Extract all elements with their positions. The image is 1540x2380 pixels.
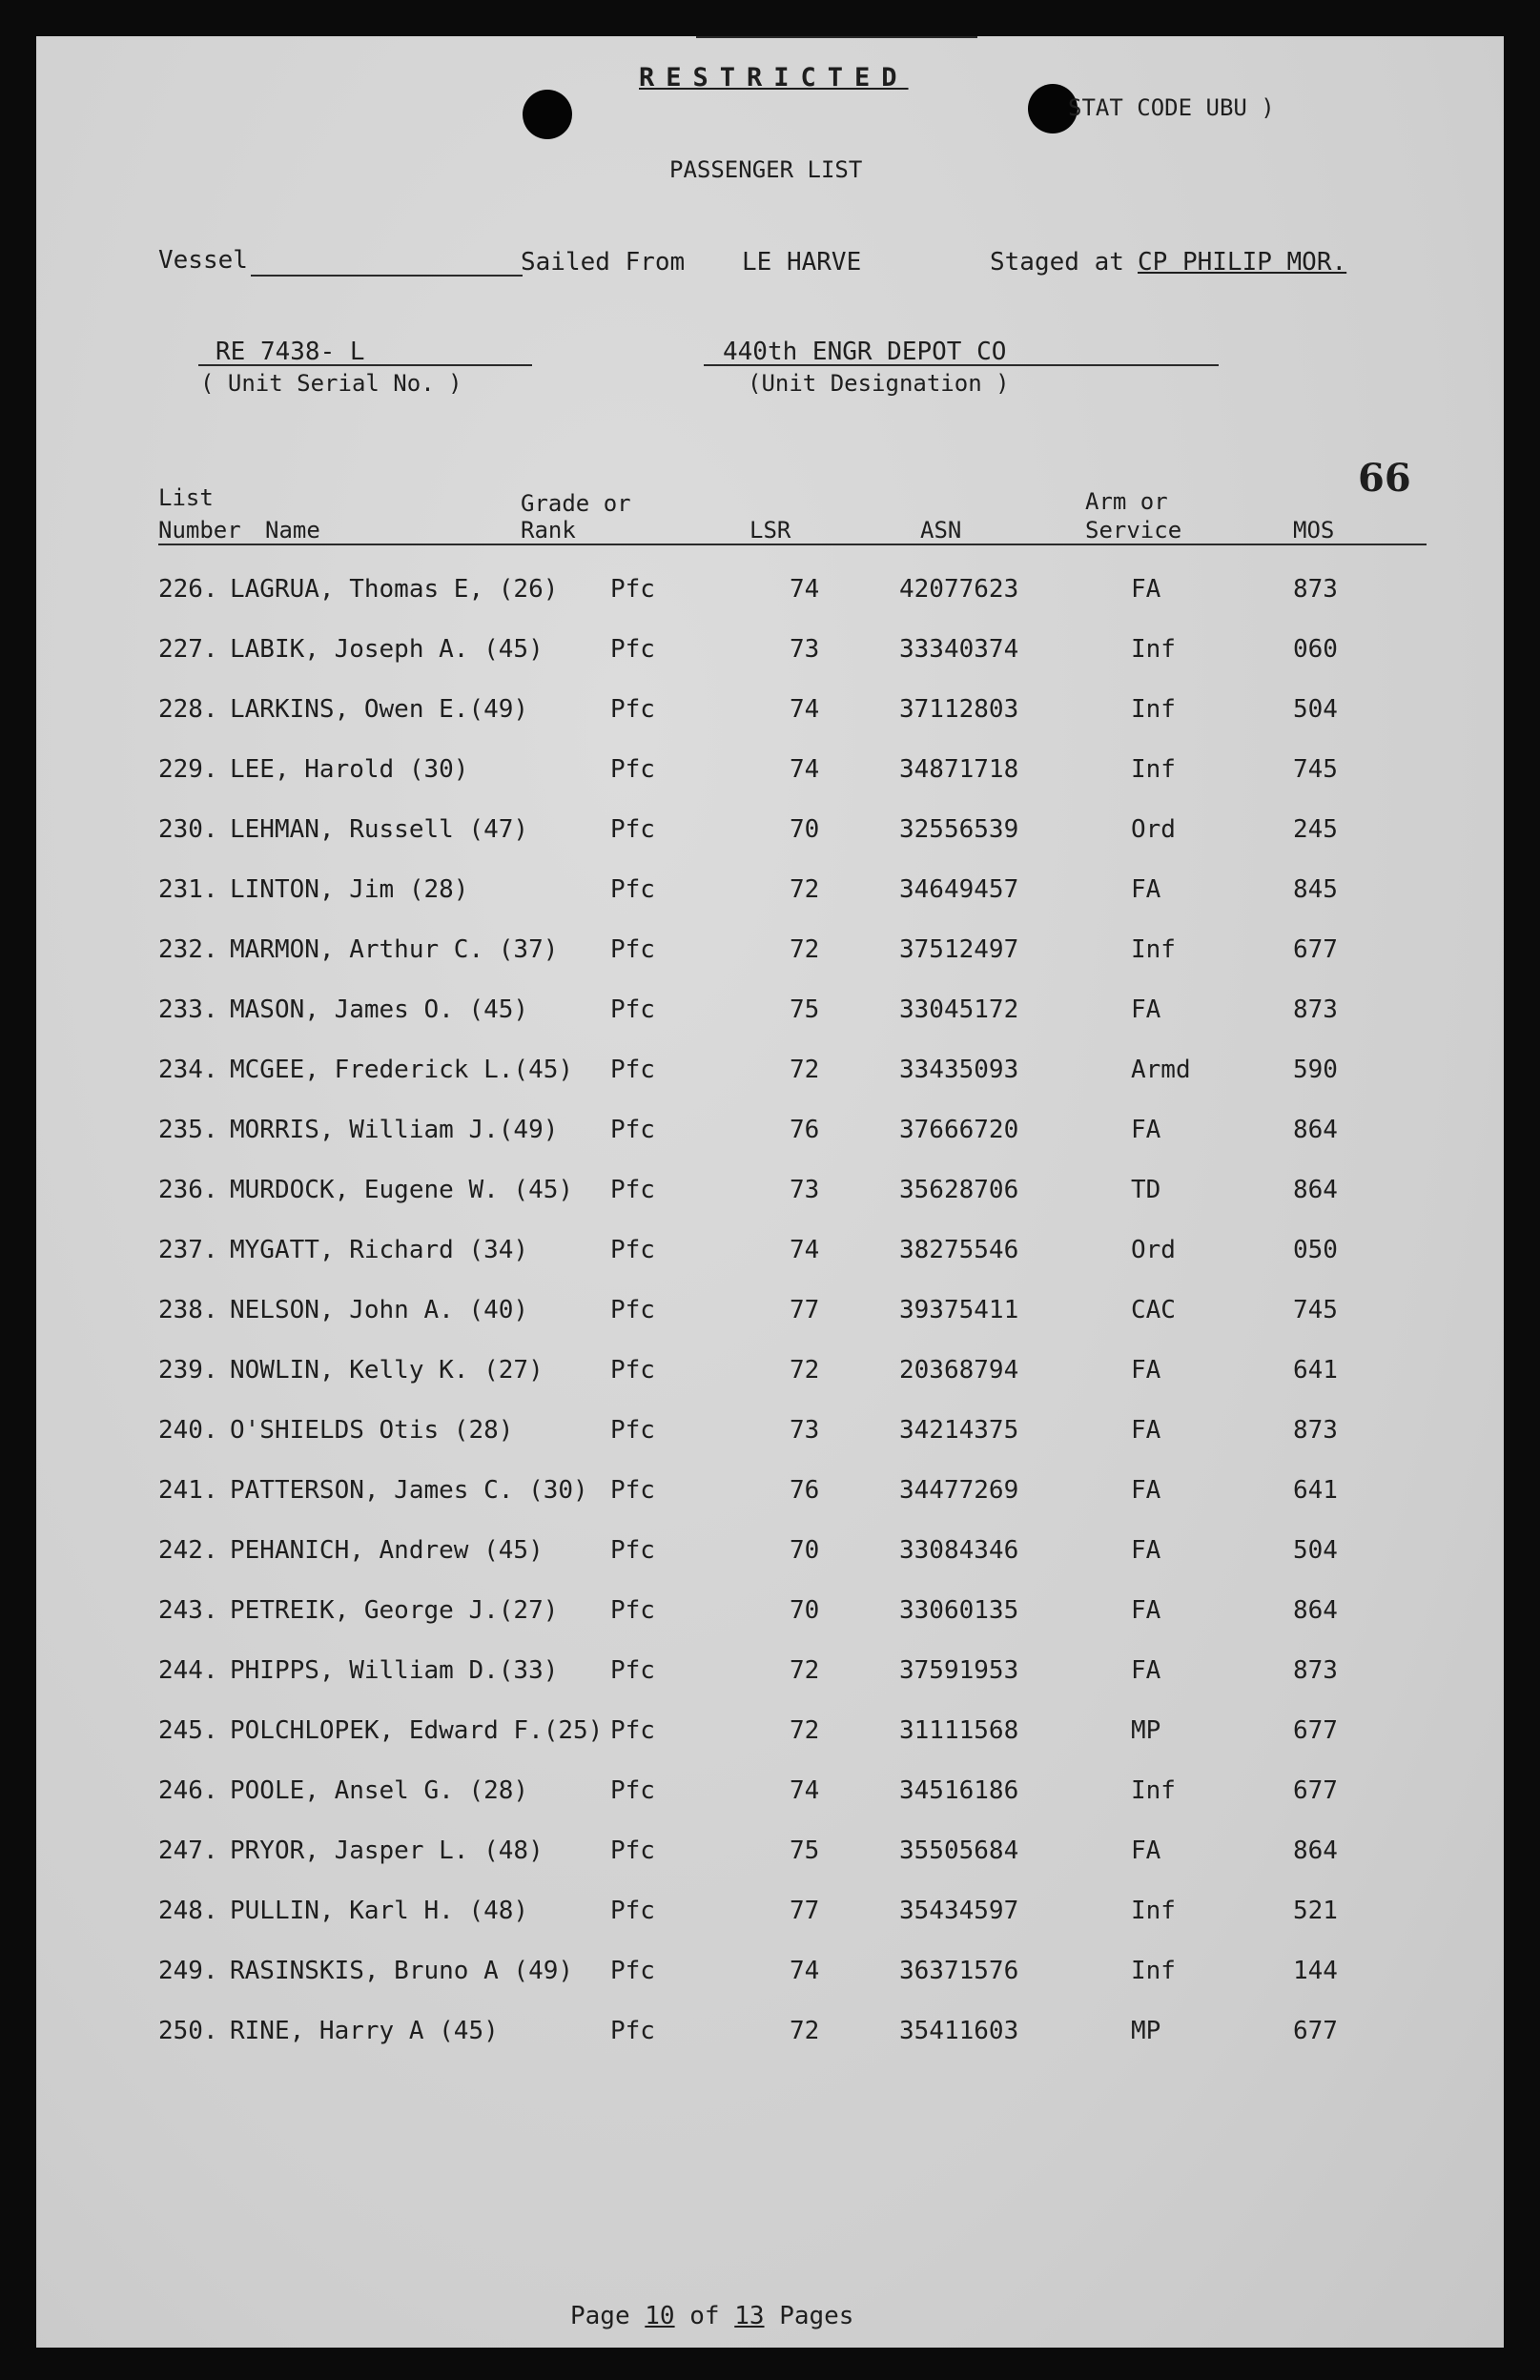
row-grade: Pfc — [610, 1716, 655, 1745]
row-name: LAGRUA, Thomas E, (26) — [230, 575, 559, 604]
header-list: List — [158, 484, 214, 511]
table-row — [36, 1056, 1504, 1094]
row-asn: 37112803 — [899, 695, 1019, 724]
table-row — [36, 1836, 1504, 1875]
header-underline — [158, 544, 1427, 545]
punch-hole — [523, 90, 572, 139]
row-mos: 873 — [1293, 995, 1338, 1024]
row-mos: 144 — [1293, 1957, 1338, 1985]
row-arm: FA — [1131, 1356, 1161, 1385]
row-lsr: 75 — [790, 1836, 820, 1865]
row-lsr: 76 — [790, 1116, 820, 1144]
unit-serial-underline — [198, 364, 532, 366]
row-number: 242. — [158, 1536, 218, 1565]
row-arm: Inf — [1131, 935, 1176, 964]
row-lsr: 70 — [790, 1536, 820, 1565]
row-grade: Pfc — [610, 1356, 655, 1385]
unit-serial-caption: ( Unit Serial No. ) — [200, 370, 462, 397]
row-grade: Pfc — [610, 1116, 655, 1144]
row-name: LABIK, Joseph A. (45) — [230, 635, 544, 664]
row-arm: Inf — [1131, 1776, 1176, 1805]
row-arm: CAC — [1131, 1296, 1176, 1324]
row-arm: Inf — [1131, 755, 1176, 784]
row-lsr: 72 — [790, 1356, 820, 1385]
row-mos: 521 — [1293, 1897, 1338, 1925]
row-asn: 33340374 — [899, 635, 1019, 664]
row-asn: 35411603 — [899, 2017, 1019, 2045]
row-name: MURDOCK, Eugene W. (45) — [230, 1176, 574, 1204]
row-number: 228. — [158, 695, 218, 724]
row-arm: MP — [1131, 1716, 1161, 1745]
row-grade: Pfc — [610, 1476, 655, 1505]
footer-page-suffix: Pages — [779, 2302, 854, 2330]
row-mos: 677 — [1293, 935, 1338, 964]
row-mos: 873 — [1293, 575, 1338, 604]
row-asn: 34871718 — [899, 755, 1019, 784]
document-page — [36, 36, 1504, 2348]
row-grade: Pfc — [610, 1296, 655, 1324]
row-arm: FA — [1131, 1656, 1161, 1685]
row-arm: FA — [1131, 1836, 1161, 1865]
header-grade: Grade or — [521, 490, 631, 517]
row-number: 245. — [158, 1716, 218, 1745]
row-arm: Ord — [1131, 815, 1176, 844]
row-name: PEHANICH, Andrew (45) — [230, 1536, 544, 1565]
header-name: Name — [265, 517, 320, 544]
table-row — [36, 1476, 1504, 1514]
row-grade: Pfc — [610, 1897, 655, 1925]
row-arm: FA — [1131, 1596, 1161, 1625]
row-asn: 33084346 — [899, 1536, 1019, 1565]
row-asn: 42077623 — [899, 575, 1019, 604]
row-arm: FA — [1131, 1116, 1161, 1144]
row-name: MYGATT, Richard (34) — [230, 1236, 529, 1264]
row-asn: 37512497 — [899, 935, 1019, 964]
header-rank: Rank — [521, 517, 576, 544]
row-asn: 32556539 — [899, 815, 1019, 844]
row-grade: Pfc — [610, 1596, 655, 1625]
page-stamp-number: 66 — [1358, 456, 1411, 501]
row-arm: Ord — [1131, 1236, 1176, 1264]
table-row — [36, 1776, 1504, 1815]
header-asn: ASN — [920, 517, 962, 544]
row-mos: 641 — [1293, 1356, 1338, 1385]
row-lsr: 72 — [790, 935, 820, 964]
unit-designation-underline — [704, 364, 1219, 366]
row-lsr: 74 — [790, 1776, 820, 1805]
row-grade: Pfc — [610, 875, 655, 904]
row-grade: Pfc — [610, 575, 655, 604]
row-arm: Inf — [1131, 695, 1176, 724]
document-title: PASSENGER LIST — [669, 156, 863, 183]
row-name: POLCHLOPEK, Edward F.(25) — [230, 1716, 604, 1745]
table-row — [36, 2017, 1504, 2055]
row-grade: Pfc — [610, 2017, 655, 2045]
sailed-from-label: Sailed From — [521, 248, 686, 277]
row-asn: 34516186 — [899, 1776, 1019, 1805]
table-row — [36, 1236, 1504, 1274]
row-lsr: 74 — [790, 1957, 820, 1985]
row-lsr: 77 — [790, 1897, 820, 1925]
unit-designation-caption: (Unit Designation ) — [748, 370, 1010, 397]
row-mos: 864 — [1293, 1836, 1338, 1865]
row-number: 238. — [158, 1296, 218, 1324]
header-arm: Arm or — [1085, 488, 1168, 515]
row-name: PETREIK, George J.(27) — [230, 1596, 559, 1625]
unit-designation-value: 440th ENGR DEPOT CO — [723, 338, 1007, 366]
row-arm: FA — [1131, 1536, 1161, 1565]
table-row — [36, 575, 1504, 613]
row-mos: 677 — [1293, 1716, 1338, 1745]
row-grade: Pfc — [610, 1416, 655, 1445]
row-number: 227. — [158, 635, 218, 664]
row-number: 250. — [158, 2017, 218, 2045]
row-asn: 20368794 — [899, 1356, 1019, 1385]
table-row — [36, 635, 1504, 673]
row-arm: FA — [1131, 1416, 1161, 1445]
row-grade: Pfc — [610, 1957, 655, 1985]
row-asn: 37666720 — [899, 1116, 1019, 1144]
table-row — [36, 695, 1504, 733]
row-asn: 37591953 — [899, 1656, 1019, 1685]
row-lsr: 76 — [790, 1476, 820, 1505]
row-asn: 31111568 — [899, 1716, 1019, 1745]
table-row — [36, 1536, 1504, 1574]
row-lsr: 72 — [790, 1716, 820, 1745]
row-grade: Pfc — [610, 695, 655, 724]
table-row — [36, 1356, 1504, 1394]
row-name: O'SHIELDS Otis (28) — [230, 1416, 514, 1445]
row-arm: FA — [1131, 875, 1161, 904]
row-number: 249. — [158, 1957, 218, 1985]
row-asn: 39375411 — [899, 1296, 1019, 1324]
row-number: 247. — [158, 1836, 218, 1865]
row-asn: 38275546 — [899, 1236, 1019, 1264]
row-number: 230. — [158, 815, 218, 844]
table-row — [36, 1957, 1504, 1995]
row-mos: 504 — [1293, 695, 1338, 724]
row-lsr: 75 — [790, 995, 820, 1024]
row-lsr: 70 — [790, 815, 820, 844]
classification-heading: RESTRICTED — [639, 63, 909, 92]
header-lsr: LSR — [749, 517, 791, 544]
row-number: 229. — [158, 755, 218, 784]
row-name: PATTERSON, James C. (30) — [230, 1476, 588, 1505]
table-row — [36, 1416, 1504, 1454]
row-name: POOLE, Ansel G. (28) — [230, 1776, 529, 1805]
row-grade: Pfc — [610, 755, 655, 784]
table-row — [36, 1716, 1504, 1754]
row-lsr: 74 — [790, 695, 820, 724]
table-row — [36, 1596, 1504, 1634]
stat-code: STAT CODE UBU ) — [1068, 94, 1275, 121]
row-grade: Pfc — [610, 815, 655, 844]
row-number: 236. — [158, 1176, 218, 1204]
unit-serial-value: RE 7438- L — [216, 338, 365, 366]
row-number: 239. — [158, 1356, 218, 1385]
row-asn: 34649457 — [899, 875, 1019, 904]
row-mos: 873 — [1293, 1656, 1338, 1685]
row-name: LEE, Harold (30) — [230, 755, 469, 784]
row-name: MARMON, Arthur C. (37) — [230, 935, 559, 964]
row-mos: 677 — [1293, 2017, 1338, 2045]
staged-at-label: Staged at — [990, 248, 1124, 277]
row-lsr: 73 — [790, 1416, 820, 1445]
vessel-label: Vessel — [158, 246, 248, 275]
row-number: 232. — [158, 935, 218, 964]
page-footer — [570, 2302, 853, 2330]
row-arm: FA — [1131, 1476, 1161, 1505]
row-name: MASON, James O. (45) — [230, 995, 529, 1024]
row-grade: Pfc — [610, 1656, 655, 1685]
row-arm: FA — [1131, 575, 1161, 604]
footer-page-prefix: Page — [570, 2302, 630, 2330]
row-lsr: 70 — [790, 1596, 820, 1625]
row-mos: 864 — [1293, 1596, 1338, 1625]
row-number: 234. — [158, 1056, 218, 1084]
table-row — [36, 755, 1504, 793]
staged-at-value: CP PHILIP MOR. — [1138, 248, 1347, 277]
row-grade: Pfc — [610, 635, 655, 664]
row-arm: MP — [1131, 2017, 1161, 2045]
row-grade: Pfc — [610, 935, 655, 964]
row-lsr: 77 — [790, 1296, 820, 1324]
header-number: Number — [158, 517, 241, 544]
row-grade: Pfc — [610, 995, 655, 1024]
row-mos: 504 — [1293, 1536, 1338, 1565]
footer-page-of: of — [689, 2302, 720, 2330]
row-name: LARKINS, Owen E.(49) — [230, 695, 529, 724]
row-number: 244. — [158, 1656, 218, 1685]
table-row — [36, 1116, 1504, 1154]
row-lsr: 72 — [790, 2017, 820, 2045]
table-row — [36, 1897, 1504, 1935]
row-number: 237. — [158, 1236, 218, 1264]
row-asn: 35505684 — [899, 1836, 1019, 1865]
row-mos: 050 — [1293, 1236, 1338, 1264]
row-name: NOWLIN, Kelly K. (27) — [230, 1356, 544, 1385]
row-mos: 641 — [1293, 1476, 1338, 1505]
row-number: 235. — [158, 1116, 218, 1144]
row-asn: 33060135 — [899, 1596, 1019, 1625]
row-mos: 060 — [1293, 635, 1338, 664]
row-mos: 245 — [1293, 815, 1338, 844]
row-mos: 745 — [1293, 1296, 1338, 1324]
row-name: NELSON, John A. (40) — [230, 1296, 529, 1324]
row-lsr: 73 — [790, 635, 820, 664]
row-lsr: 73 — [790, 1176, 820, 1204]
table-row — [36, 995, 1504, 1034]
vessel-underline — [251, 275, 523, 277]
row-asn: 33045172 — [899, 995, 1019, 1024]
table-row — [36, 1296, 1504, 1334]
row-mos: 845 — [1293, 875, 1338, 904]
row-asn: 35434597 — [899, 1897, 1019, 1925]
row-grade: Pfc — [610, 1056, 655, 1084]
footer-page-current: 10 — [645, 2302, 675, 2330]
sailed-from-value: LE HARVE — [742, 248, 862, 277]
row-name: PULLIN, Karl H. (48) — [230, 1897, 529, 1925]
row-name: MORRIS, William J.(49) — [230, 1116, 559, 1144]
row-grade: Pfc — [610, 1776, 655, 1805]
row-grade: Pfc — [610, 1536, 655, 1565]
row-grade: Pfc — [610, 1236, 655, 1264]
row-mos: 677 — [1293, 1776, 1338, 1805]
sailed-from-underline — [696, 36, 977, 38]
row-number: 231. — [158, 875, 218, 904]
row-arm: FA — [1131, 995, 1161, 1024]
row-name: RASINSKIS, Bruno A (49) — [230, 1957, 574, 1985]
table-row — [36, 1656, 1504, 1694]
row-mos: 590 — [1293, 1056, 1338, 1084]
row-asn: 33435093 — [899, 1056, 1019, 1084]
row-name: RINE, Harry A (45) — [230, 2017, 499, 2045]
row-lsr: 72 — [790, 1056, 820, 1084]
row-arm: Inf — [1131, 1897, 1176, 1925]
row-name: MCGEE, Frederick L.(45) — [230, 1056, 574, 1084]
row-arm: TD — [1131, 1176, 1161, 1204]
table-row — [36, 1176, 1504, 1214]
row-name: PRYOR, Jasper L. (48) — [230, 1836, 544, 1865]
row-number: 248. — [158, 1897, 218, 1925]
row-grade: Pfc — [610, 1176, 655, 1204]
row-mos: 864 — [1293, 1116, 1338, 1144]
row-lsr: 72 — [790, 875, 820, 904]
row-name: PHIPPS, William D.(33) — [230, 1656, 559, 1685]
table-row — [36, 875, 1504, 913]
row-asn: 34214375 — [899, 1416, 1019, 1445]
row-number: 226. — [158, 575, 218, 604]
footer-page-total: 13 — [734, 2302, 765, 2330]
header-service: Service — [1085, 517, 1182, 544]
header-mos: MOS — [1293, 517, 1335, 544]
row-arm: Armd — [1131, 1056, 1191, 1084]
row-grade: Pfc — [610, 1836, 655, 1865]
row-arm: Inf — [1131, 635, 1176, 664]
row-arm: Inf — [1131, 1957, 1176, 1985]
table-row — [36, 815, 1504, 853]
table-row — [36, 935, 1504, 974]
row-lsr: 74 — [790, 755, 820, 784]
row-lsr: 74 — [790, 1236, 820, 1264]
row-number: 241. — [158, 1476, 218, 1505]
row-mos: 864 — [1293, 1176, 1338, 1204]
row-asn: 36371576 — [899, 1957, 1019, 1985]
row-number: 233. — [158, 995, 218, 1024]
row-number: 246. — [158, 1776, 218, 1805]
row-lsr: 72 — [790, 1656, 820, 1685]
row-mos: 745 — [1293, 755, 1338, 784]
row-name: LINTON, Jim (28) — [230, 875, 469, 904]
row-asn: 35628706 — [899, 1176, 1019, 1204]
row-asn: 34477269 — [899, 1476, 1019, 1505]
row-number: 240. — [158, 1416, 218, 1445]
row-mos: 873 — [1293, 1416, 1338, 1445]
row-lsr: 74 — [790, 575, 820, 604]
row-name: LEHMAN, Russell (47) — [230, 815, 529, 844]
row-number: 243. — [158, 1596, 218, 1625]
